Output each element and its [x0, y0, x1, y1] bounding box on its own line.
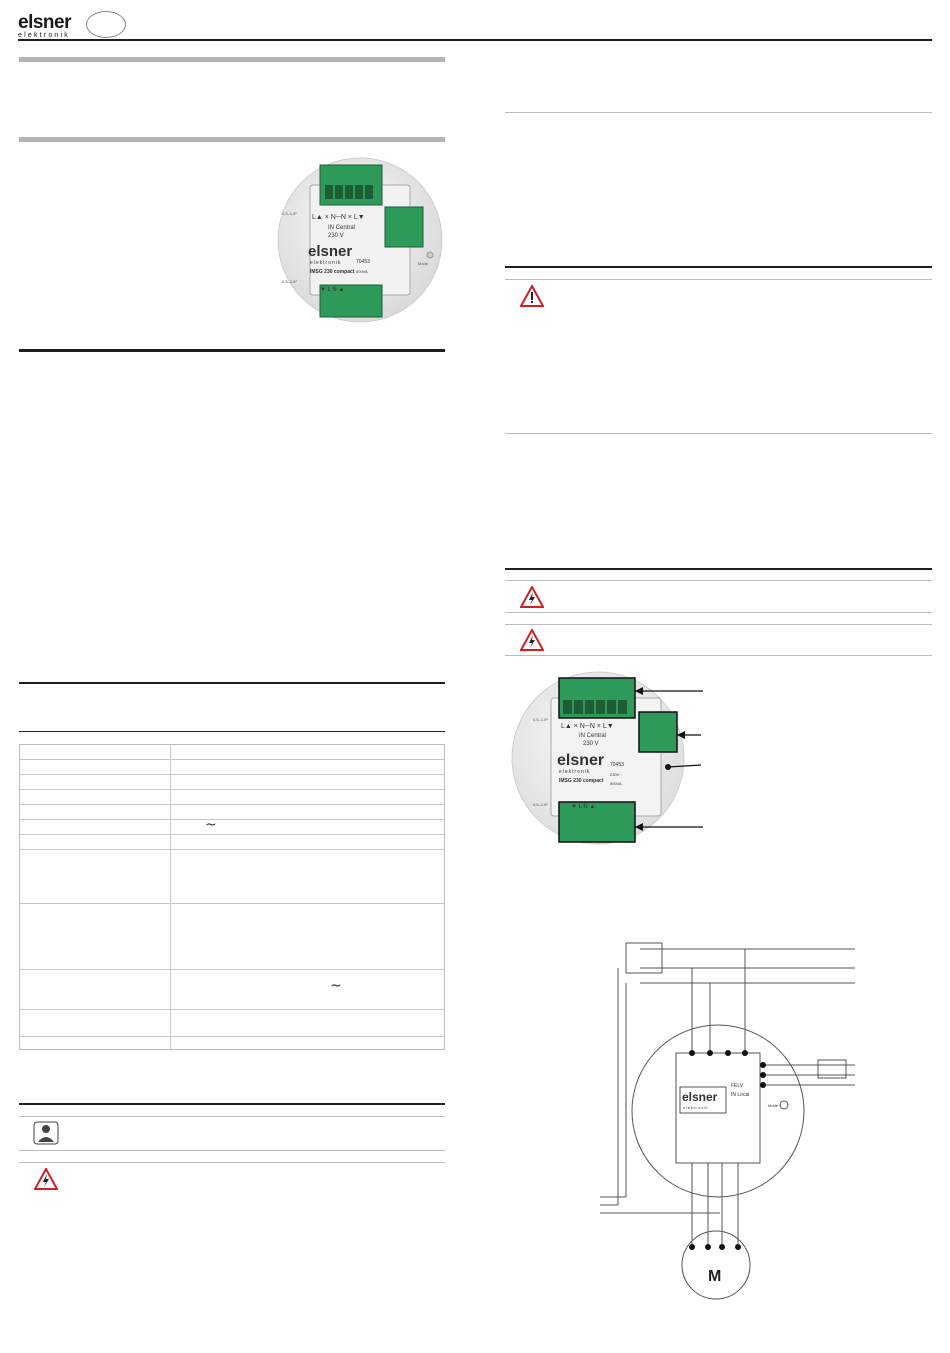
diagram-bottom-terminals: ▼ L N ▲ [571, 804, 596, 810]
electric-warning-icon [34, 1168, 58, 1190]
device-terminal-diagram [505, 668, 705, 848]
wiring-felv: FELV [731, 1083, 744, 1089]
logo-subword: elektronik [18, 32, 70, 39]
diagram-brand-sub: elektronik [559, 769, 591, 775]
diagram-model: IMSG 230 compact [559, 778, 604, 784]
divider [19, 1150, 445, 1151]
tilde-ac-icon: ~ [205, 817, 217, 833]
warning-triangle-icon [520, 285, 544, 307]
brand-logo [18, 14, 71, 40]
qualified-electrician-icon [33, 1121, 59, 1145]
divider [19, 1162, 445, 1163]
photo-wire-bottom: 0,5–2,5² [282, 279, 297, 284]
wiring-diagram [600, 935, 860, 1300]
electric-warning-icon [520, 586, 544, 608]
diagram-in-central: IN Central [579, 733, 607, 739]
section-rule-3 [19, 731, 445, 732]
wiring-in-local: IN Local [731, 1092, 750, 1098]
table-row [20, 1036, 444, 1037]
technical-data-table [19, 744, 445, 1050]
diagram-wire-bottom: 0,5–2,5² [533, 802, 548, 807]
section-rule-5 [505, 266, 932, 268]
divider [505, 580, 932, 581]
divider [19, 1116, 445, 1117]
tilde-ac-icon: ~ [330, 978, 342, 994]
diagram-brand: elsner [557, 752, 605, 769]
section-rule-6 [505, 568, 932, 570]
table-column-divider [170, 745, 171, 1049]
device-photo [270, 155, 450, 325]
table-row [20, 969, 444, 970]
photo-voltage: 230 V [328, 233, 344, 239]
header-rule [18, 39, 932, 41]
diagram-article: 70453 [610, 762, 624, 768]
electric-warning-icon [520, 629, 544, 651]
table-row [20, 774, 444, 775]
section-bar-second [19, 137, 445, 142]
photo-brand: elsner [308, 243, 353, 260]
divider [505, 655, 932, 656]
photo-brand-sub: elektronik [310, 260, 342, 266]
table-row [20, 834, 444, 835]
motor-label: M [708, 1268, 722, 1285]
section-bar-top [19, 57, 445, 62]
photo-mode: Mode [418, 261, 429, 266]
section-rule-1 [19, 349, 445, 352]
divider [505, 279, 932, 280]
divider [505, 112, 932, 113]
photo-bottom-terminals: ▼ L N ▲ [320, 287, 345, 293]
wiring-brand: elsner [682, 1090, 718, 1104]
table-row [20, 759, 444, 760]
table-row [20, 849, 444, 850]
wiring-mode: Mode [768, 1103, 779, 1108]
diagram-ac: 230V~ [610, 772, 622, 777]
section-rule-4 [19, 1103, 445, 1105]
photo-model: IMSG 230 compact [310, 269, 355, 275]
diagram-voltage: 230 V [583, 741, 599, 747]
language-badge [86, 11, 126, 38]
divider [505, 612, 932, 613]
photo-in-central: IN Central [328, 225, 356, 231]
section-rule-2 [19, 682, 445, 684]
divider [505, 433, 932, 434]
table-row [20, 819, 444, 820]
photo-power: 500VA [356, 269, 368, 274]
divider [505, 624, 932, 625]
logo-word: elsner [18, 12, 71, 33]
diagram-top-terminals: L▲ × N─N × L▼ [561, 723, 614, 730]
diagram-power: 500VA [610, 781, 622, 786]
wiring-brand-sub: elektronik [683, 1105, 709, 1110]
photo-wire-top: 0,5–1,5² [282, 211, 297, 216]
photo-article: 70453 [356, 259, 370, 265]
table-row [20, 1009, 444, 1010]
table-row [20, 804, 444, 805]
table-row [20, 789, 444, 790]
table-row [20, 903, 444, 904]
diagram-wire-top: 0,5–1,5² [533, 717, 548, 722]
photo-top-terminals: L▲ × N─N × L▼ [312, 214, 365, 221]
